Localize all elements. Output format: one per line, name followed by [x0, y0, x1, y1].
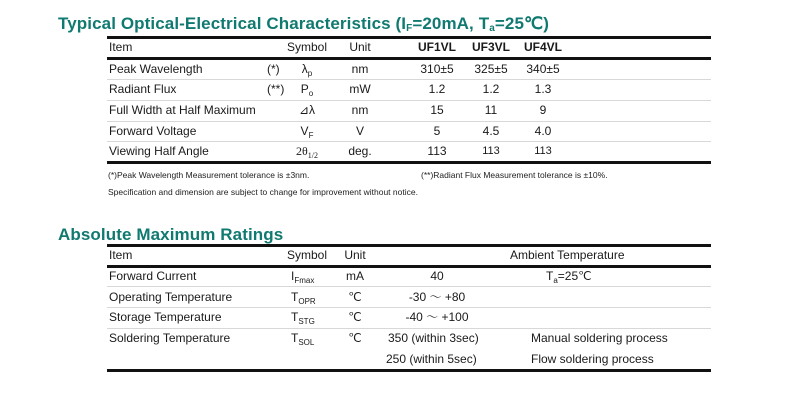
row-condition: Manual soldering process	[531, 331, 668, 345]
row-unit: V	[355, 124, 364, 138]
row-unit: mW	[349, 82, 371, 96]
row-unit: deg.	[348, 144, 372, 158]
absolute-maximum-ratings-table	[107, 244, 711, 374]
table-row	[107, 349, 711, 369]
row-value-uf4vl: 4.0	[534, 124, 552, 138]
symbol-main: ⊿λ	[298, 103, 316, 117]
table-header-row	[107, 37, 711, 57]
row-unit: mA	[346, 269, 364, 283]
row-value-uf4vl: 113	[534, 145, 552, 157]
table-header-row	[107, 245, 711, 265]
title-subscript: a	[489, 23, 495, 34]
row-value-uf1vl: 5	[433, 124, 441, 138]
row-value-uf3vl: 113	[482, 145, 500, 157]
title-text: =25℃)	[494, 14, 549, 33]
condition-main: T	[546, 269, 554, 283]
header-model-uf3vl: UF3VL	[471, 40, 510, 54]
symbol-main: P	[300, 82, 309, 96]
row-value-uf3vl: 325±5	[474, 62, 508, 76]
row-note: (*)	[267, 62, 280, 76]
symbol-subscript: STG	[298, 317, 315, 326]
header-symbol: Symbol	[286, 40, 327, 54]
symbol-main: V	[300, 124, 309, 138]
row-value: -40 ～ +100	[405, 310, 469, 324]
row-value-uf4vl: 9	[539, 103, 547, 117]
row-value: 250 (within 5sec)	[386, 352, 477, 366]
header-model-uf4vl: UF4VL	[523, 40, 562, 54]
row-value-uf1vl: 15	[430, 103, 444, 117]
symbol-main: T	[291, 310, 299, 324]
section-title-optical-electrical	[58, 14, 549, 34]
row-value-uf1vl: 113	[427, 144, 447, 158]
table-row	[107, 100, 711, 120]
condition-subscript: a	[553, 276, 558, 285]
header-item: Item	[109, 40, 133, 54]
table-row	[107, 141, 711, 161]
row-value-uf3vl: 1.2	[482, 82, 500, 96]
row-item: Forward Current	[109, 269, 197, 283]
header-ambient-temperature: Ambient Temperature	[510, 248, 625, 262]
row-item: Soldering Temperature	[109, 331, 231, 345]
row-value-uf1vl: 310±5	[420, 62, 454, 76]
row-value: -30 ～ +80	[408, 290, 466, 304]
row-item: Radiant Flux	[109, 82, 177, 96]
title-text: Typical Optical-Electrical Characteristics (I	[58, 14, 407, 33]
header-symbol: Symbol	[286, 248, 327, 262]
table-rule-bottom	[107, 161, 711, 164]
header-unit: Unit	[344, 248, 366, 262]
row-value: 40	[430, 269, 444, 283]
symbol-subscript: OPR	[298, 297, 316, 306]
table-row	[107, 287, 711, 307]
table-row	[107, 59, 711, 79]
optical-electrical-table	[107, 36, 711, 166]
row-condition: Flow soldering process	[531, 352, 654, 366]
note-disclaimer: Specification and dimension are subject to change for improvement without notice.	[108, 187, 418, 197]
table-row	[107, 328, 711, 348]
header-item: Item	[109, 248, 133, 262]
row-value: 350 (within 3sec)	[388, 331, 479, 345]
row-item: Peak Wavelength	[109, 62, 203, 76]
row-item: Viewing Half Angle	[109, 144, 209, 158]
row-item: Forward Voltage	[109, 124, 197, 138]
table-row	[107, 121, 711, 141]
row-value-uf3vl: 11	[484, 103, 498, 117]
symbol-subscript: SOL	[298, 338, 315, 347]
condition-end: =25℃	[557, 269, 592, 283]
note-peak-wavelength-tolerance: (*)Peak Wavelength Measurement tolerance is ±3nm.	[108, 170, 310, 180]
row-unit: ℃	[348, 310, 362, 324]
symbol-main: T	[291, 290, 299, 304]
header-unit: Unit	[349, 40, 371, 54]
table-row	[107, 307, 711, 327]
header-model-uf1vl: UF1VL	[417, 40, 456, 54]
row-unit: ℃	[348, 290, 362, 304]
table-rule-bottom	[107, 369, 711, 372]
row-item: Operating Temperature	[109, 290, 233, 304]
row-item: Full Width at Half Maximum	[109, 103, 256, 117]
row-unit: ℃	[348, 331, 362, 345]
note-radiant-flux-tolerance: (**)Radiant Flux Measurement tolerance is ±10%.	[421, 170, 608, 180]
row-value-uf3vl: 4.5	[482, 124, 500, 138]
title-text: =20mA, T	[412, 14, 490, 33]
table-row	[107, 79, 711, 99]
symbol-subscript: 1/2	[307, 151, 318, 160]
row-unit: nm	[351, 62, 369, 76]
row-value-uf4vl: 340±5	[526, 62, 560, 76]
title-subscript: F	[406, 23, 413, 34]
symbol-subscript: F	[308, 131, 314, 140]
symbol-main: 2θ	[296, 144, 308, 158]
table-row	[107, 266, 711, 286]
section-title-absolute-maximum-ratings: Absolute Maximum Ratings	[58, 225, 284, 244]
symbol-main: I	[291, 269, 295, 283]
symbol-subscript: p	[307, 69, 313, 78]
symbol-main: T	[291, 331, 299, 345]
row-value-uf4vl: 1.3	[534, 82, 552, 96]
symbol-subscript: Fmax	[294, 276, 315, 285]
row-symbol	[292, 100, 322, 120]
row-unit: nm	[351, 103, 369, 117]
row-item: Storage Temperature	[109, 310, 222, 324]
row-note: (**)	[267, 82, 285, 96]
symbol-subscript: o	[308, 89, 314, 98]
row-value-uf1vl: 1.2	[428, 82, 446, 96]
symbol-main: λ	[301, 62, 308, 76]
